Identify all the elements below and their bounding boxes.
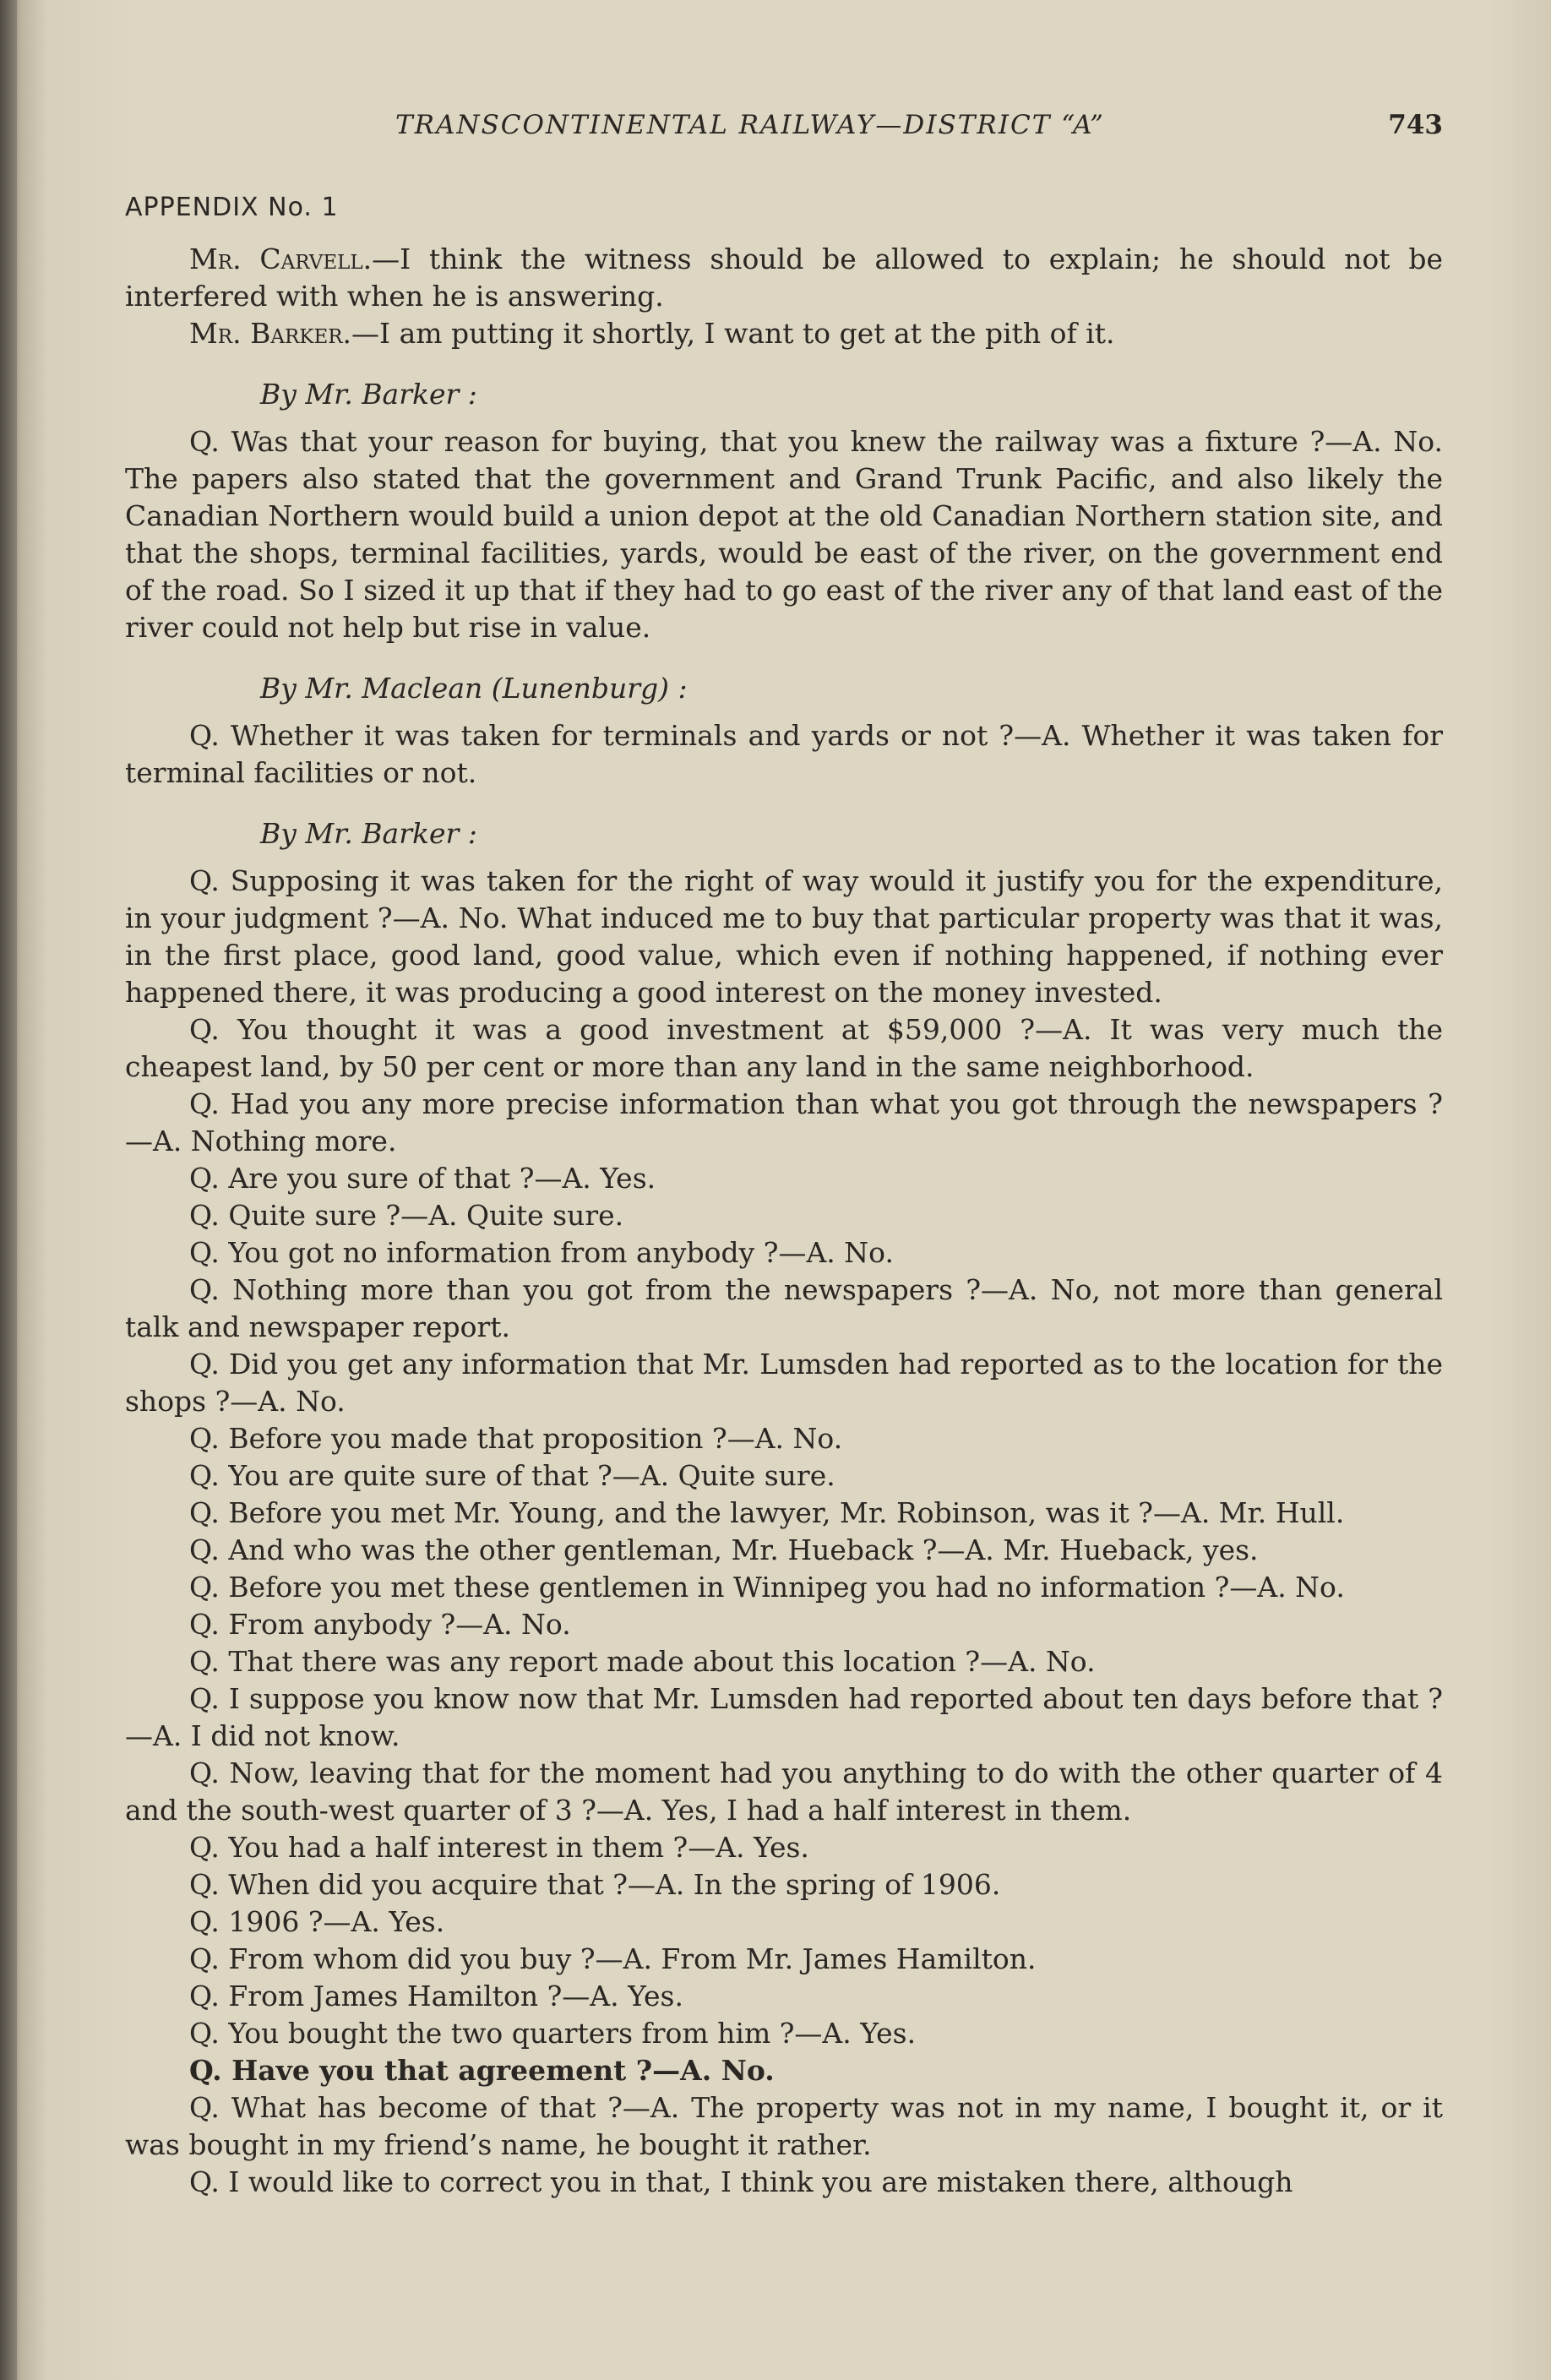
examiner-heading: By Mr. Maclean (Lunenburg) : [260,672,688,705]
testimony-body [125,241,1443,2201]
page-number: 743 [1388,110,1443,140]
paragraph-text: Q. 1906 ?—A. Yes. [189,1905,445,1938]
paragraph-text: Q. Did you get any information that Mr. Lumsden had reported as to the location for the shops ?—A. No. [125,1348,1443,1418]
testimony-paragraph [125,1755,1443,1829]
paragraph-text: Q. That there was any report made about this location ?—A. No. [189,1645,1096,1678]
testimony-paragraph [125,2015,1443,2052]
paragraph-text: Q. You got no information from anybody ?—A. No. [189,1236,894,1269]
paragraph-text: Q. Supposing it was taken for the right of way would it justify you for the expenditure, in your judgment ?—A. No. What induced me to buy that particular property was that it was, in the first place, good land, good value, which even if nothing happened, if nothing ever happened there, it was producing a good interest on the money invested. [125,864,1443,1009]
testimony-paragraph [125,1680,1443,1755]
paragraph-text: Q. What has become of that ?—A. The property was not in my name, I bought it, or it was bought in my friend’s name, he bought it rather. [125,2091,1443,2161]
paragraph-text: Q. From anybody ?—A. No. [189,1608,571,1641]
paragraph-text: Q. Quite sure ?—A. Quite sure. [189,1199,624,1232]
paragraph-text: Q. Whether it was taken for terminals and yards or not ?—A. Whether it was taken for terminal facilities or not. [125,719,1443,789]
speaker-paragraph [125,241,1443,315]
paragraph-text: Q. And who was the other gentleman, Mr. Hueback ?—A. Mr. Hueback, yes. [189,1533,1259,1566]
running-head [395,110,1443,140]
paragraph-text: Q. When did you acquire that ?—A. In the spring of 1906. [189,1868,1001,1901]
testimony-paragraph [125,1420,1443,1457]
testimony-paragraph [125,717,1443,792]
paragraph-text: Q. Have you that agreement ?—A. No. [189,2054,775,2087]
testimony-paragraph [125,1160,1443,1197]
testimony-paragraph [125,1457,1443,1495]
paragraph-text: Q. Was that your reason for buying, that you knew the railway was a fixture ?—A. No. The papers also stated that the government and Grand Trunk Pacific, and also likely the Canadian Northern would build a union depot at the old Canadian Northern station site, and that the shops, terminal facilities, yards, would be east of the river, on the government end of the road. So I sized it up that if they had to go east of the river any of that land east of the river could not help but rise in value. [125,425,1443,644]
testimony-paragraph [125,2164,1443,2201]
paragraph-text: Q. I would like to correct you in that, I think you are mistaken there, although [189,2165,1293,2198]
speaker-paragraph [125,315,1443,352]
paragraph-text: Q. Now, leaving that for the moment had you anything to do with the other quarter of 4 and the south-west quarter of 3 ?—A. Yes, I had a half interest in them. [125,1756,1443,1827]
testimony-paragraph [125,1643,1443,1680]
testimony-paragraph [125,1532,1443,1569]
paragraph-text: Q. I suppose you know now that Mr. Lumsden had reported about ten days before that ?—A. I did not know. [125,1682,1443,1752]
paragraph-text: Q. You thought it was a good investment at $59,000 ?—A. It was very much the cheapest land, by 50 per cent or more than any land in the same neighborhood. [125,1013,1443,1083]
testimony-paragraph [125,1903,1443,1941]
appendix-label: APPENDIX No. 1 [125,193,339,222]
book-spine-shadow [0,0,17,2380]
paragraph-text: Q. Are you sure of that ?—A. Yes. [189,1162,656,1195]
running-title: TRANSCONTINENTAL RAILWAY—DISTRICT “A” [395,110,1105,140]
testimony-paragraph [125,1346,1443,1420]
page-text [125,110,1443,2201]
examiner-heading: By Mr. Barker : [260,378,477,411]
speaker-name: Mr. Carvell. [189,242,373,275]
testimony-paragraph [125,1234,1443,1272]
paragraph-text: —I am putting it shortly, I want to get at the pith of it. [351,317,1115,350]
paragraph-text: Q. You bought the two quarters from him ?—A. Yes. [189,2017,917,2050]
testimony-paragraph [125,1866,1443,1903]
testimony-paragraph [125,1197,1443,1234]
testimony-paragraph [125,1011,1443,1086]
testimony-paragraph [125,1941,1443,1978]
paragraph-text: Q. Had you any more precise information than what you got through the newspapers ?—A. Nothing more. [125,1087,1443,1157]
testimony-paragraph [125,1272,1443,1346]
paragraph-text: Q. Before you met these gentlemen in Winnipeg you had no information ?—A. No. [189,1571,1345,1604]
examiner-heading: By Mr. Barker : [260,817,477,850]
paragraph-text: Q. Before you made that proposition ?—A. No. [189,1422,843,1455]
testimony-paragraph [125,1829,1443,1866]
speaker-name: Mr. Barker. [189,317,352,350]
testimony-paragraph [125,1086,1443,1160]
paragraph-text: Q. You had a half interest in them ?—A. Yes. [189,1831,809,1864]
testimony-paragraph [125,2089,1443,2164]
paragraph-text: Q. Before you met Mr. Young, and the lawyer, Mr. Robinson, was it ?—A. Mr. Hull. [189,1496,1345,1529]
testimony-paragraph [125,423,1443,646]
paragraph-text: Q. You are quite sure of that ?—A. Quite sure. [189,1459,835,1492]
testimony-paragraph [125,1569,1443,1606]
testimony-paragraph [125,863,1443,1011]
testimony-paragraph [125,1978,1443,2015]
testimony-paragraph [125,1606,1443,1643]
paragraph-text: —I think the witness should be allowed to explain; he should not be interfered with when he is answering. [125,242,1443,313]
paragraph-text: Q. From James Hamilton ?—A. Yes. [189,1980,683,2012]
paragraph-text: Q. From whom did you buy ?—A. From Mr. James Hamilton. [189,1942,1037,1975]
testimony-paragraph [125,2052,1443,2089]
testimony-paragraph [125,1495,1443,1532]
paragraph-text: Q. Nothing more than you got from the newspapers ?—A. No, not more than general talk and newspaper report. [125,1273,1443,1343]
